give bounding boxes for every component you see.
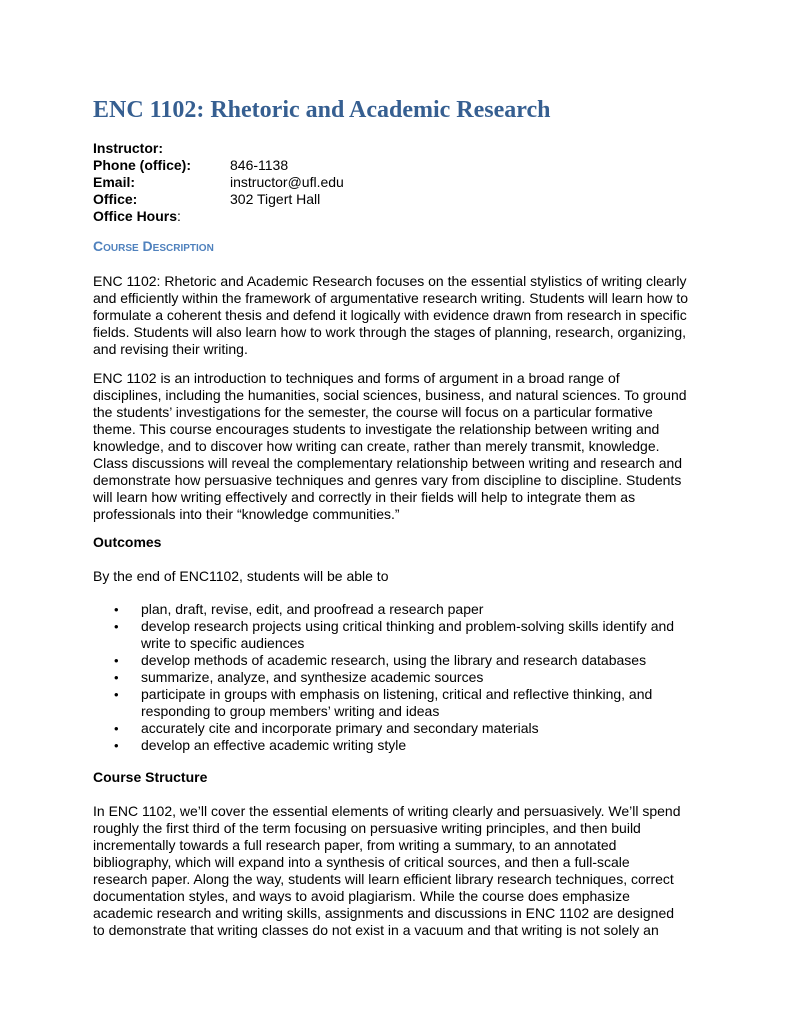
email-row <box>93 174 344 191</box>
outcome-line: develop research projects using critical thinking and problem-solving skills identify and <box>141 618 675 634</box>
outcome-line: summarize, analyze, and synthesize academic sources <box>141 669 484 685</box>
structure-line: roughly the first third of the term focusing on persuasive writing principles, and then build <box>93 820 641 836</box>
list-item <box>93 686 674 720</box>
outcome-text <box>141 686 674 720</box>
structure-line: In ENC 1102, we’ll cover the essential elements of writing clearly and persuasively. We’ll spend <box>93 803 681 819</box>
outcome-text <box>141 601 674 618</box>
outcomes-list <box>93 601 674 754</box>
outcome-line: accurately cite and incorporate primary and secondary materials <box>141 720 539 736</box>
description-p2-line: the students’ investigations for the semester, the course will focus on a particular formative <box>93 404 653 420</box>
description-p2-line: professionals into their “knowledge communities.” <box>93 506 400 522</box>
description-p2-line: disciplines, including the humanities, social sciences, business, and natural sciences. To ground <box>93 387 687 403</box>
outcome-line: responding to group members’ writing and ideas <box>141 703 440 719</box>
list-item <box>93 720 674 737</box>
description-p2-line: will learn how writing effectively and correctly in their fields will help to integrate them as <box>93 489 636 505</box>
structure-line: to demonstrate that writing classes do not exist in a vacuum and that writing is not solely an <box>93 922 659 938</box>
bullet-icon: • <box>114 670 119 685</box>
bullet-icon: • <box>114 721 119 736</box>
outcomes-intro: By the end of ENC1102, students will be able to <box>93 568 389 584</box>
outcome-text <box>141 720 674 737</box>
outcome-line: develop methods of academic research, using the library and research databases <box>141 652 647 668</box>
structure-line: bibliography, which will expand into a synthesis of critical sources, and then a full-scale <box>93 854 630 870</box>
bullet-icon: • <box>114 738 119 753</box>
outcome-line: participate in groups with emphasis on listening, critical and reflective thinking, and <box>141 686 653 702</box>
outcome-text <box>141 618 674 652</box>
outcome-text <box>141 737 674 754</box>
list-item <box>93 601 674 618</box>
course-structure-heading: Course Structure <box>93 769 208 785</box>
instructor-row <box>93 140 344 157</box>
description-p1-line: and revising their writing. <box>93 341 248 357</box>
description-p2-line: Class discussions will reveal the complementary relationship between writing and research and <box>93 455 683 471</box>
course-description-heading: Course Description <box>93 238 214 254</box>
office-hours-colon: : <box>177 208 181 224</box>
list-item <box>93 669 674 686</box>
description-p2-line: ENC 1102 is an introduction to techniques and forms of argument in a broad range of <box>93 370 620 386</box>
office-hours-row <box>93 208 344 225</box>
bullet-icon: • <box>114 602 119 617</box>
phone-label: Phone (office): <box>93 157 191 173</box>
description-paragraph-2 <box>93 370 708 523</box>
list-item <box>93 618 674 652</box>
instructor-contact-block <box>93 140 344 225</box>
outcome-text <box>141 669 674 686</box>
outcome-line: write to specific audiences <box>141 635 305 651</box>
phone-value: 846-1138 <box>230 157 289 173</box>
structure-line: documentation styles, and ways to avoid plagiarism. While the course does emphasize <box>93 888 630 904</box>
description-p1-line: fields. Students will also learn how to work through the stages of planning, research, organizing, <box>93 324 687 340</box>
instructor-label: Instructor: <box>93 140 163 156</box>
bullet-icon: • <box>114 619 119 634</box>
email-value: instructor@ufl.edu <box>230 174 344 190</box>
office-label: Office: <box>93 191 138 207</box>
structure-line: academic research and writing skills, assignments and discussions in ENC 1102 are designed <box>93 905 675 921</box>
email-label: Email: <box>93 174 136 190</box>
office-row <box>93 191 344 208</box>
outcome-line: plan, draft, revise, edit, and proofread a research paper <box>141 601 484 617</box>
structure-line: research paper. Along the way, students will learn efficient library research techniques, correct <box>93 871 674 887</box>
description-p2-line: theme. This course encourages students to investigate the relationship between writing and <box>93 421 660 437</box>
phone-row <box>93 157 344 174</box>
list-item <box>93 652 674 669</box>
description-p1-line: formulate a coherent thesis and defend it logically with evidence drawn from research in specific <box>93 307 687 323</box>
description-p2-line: knowledge, and to discover how writing can create, rather than merely transmit, knowledge. <box>93 438 660 454</box>
structure-line: incrementally towards a full research paper, from writing a summary, to an annotated <box>93 837 617 853</box>
bullet-icon: • <box>114 687 119 702</box>
office-value: 302 Tigert Hall <box>230 191 321 207</box>
document-title: ENC 1102: Rhetoric and Academic Research <box>93 97 551 123</box>
outcomes-heading: Outcomes <box>93 534 162 550</box>
description-p1-line: and efficiently within the framework of argumentative research writing. Students will learn how to <box>93 290 689 306</box>
outcome-text <box>141 652 674 669</box>
description-p1-line: ENC 1102: Rhetoric and Academic Research focuses on the essential stylistics of writing clearly <box>93 273 687 289</box>
outcome-line: develop an effective academic writing style <box>141 737 407 753</box>
office-hours-label <box>93 208 230 225</box>
office-hours-label-text: Office Hours <box>93 208 178 224</box>
description-p2-line: demonstrate how persuasive techniques and genres vary from discipline to discipline. Students <box>93 472 682 488</box>
description-paragraph-1 <box>93 273 708 358</box>
bullet-icon: • <box>114 653 119 668</box>
list-item <box>93 737 674 754</box>
structure-paragraph-1 <box>93 803 708 939</box>
